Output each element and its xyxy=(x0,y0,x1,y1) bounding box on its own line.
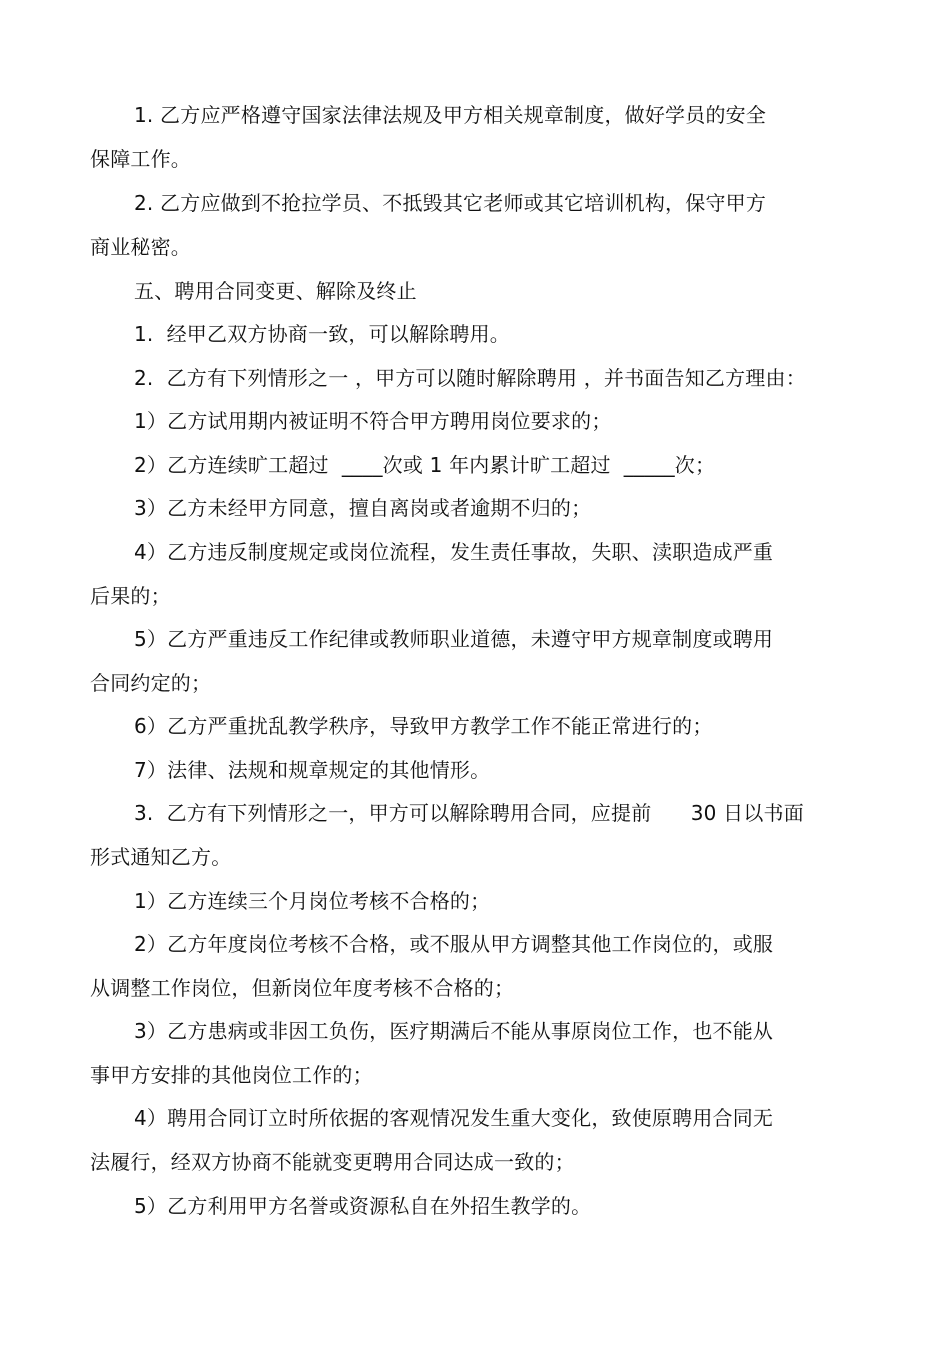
list-item: 4）乙方违反制度规定或岗位流程，发生责任事故，失职、渎职造成严重 xyxy=(134,540,774,564)
list-item: 3）乙方患病或非因工负伤，医疗期满后不能从事原岗位工作，也不能从 xyxy=(134,1019,774,1043)
list-item-continuation: 法履行，经双方协商不能就变更聘用合同达成一致的； xyxy=(90,1150,575,1174)
list-item-continuation: 从调整工作岗位，但新岗位年度考核不合格的； xyxy=(90,976,515,1000)
paragraph-line: 1. 乙方应严格遵守国家法律法规及甲方相关规章制度，做好学员的安全 xyxy=(134,103,767,127)
list-item: 7）法律、法规和规章规定的其他情形。 xyxy=(134,758,491,782)
paragraph-line: 1. 经甲乙双方协商一致，可以解除聘用。 xyxy=(134,322,510,346)
list-item: 1）乙方试用期内被证明不符合甲方聘用岗位要求的； xyxy=(134,409,612,433)
list-item: 4）聘用合同订立时所依据的客观情况发生重大变化，致使原聘用合同无 xyxy=(134,1106,774,1130)
paragraph-line: 保障工作。 xyxy=(90,147,191,171)
paragraph-line: 形式通知乙方。 xyxy=(90,845,232,869)
paragraph-line: 2. 乙方有下列情形之一 ，甲方可以随时解除聘用 ，并书面告知乙方理由： xyxy=(134,366,806,390)
paragraph-line: 商业秘密。 xyxy=(90,235,191,259)
list-item: 5）乙方利用甲方名誉或资源私自在外招生教学的。 xyxy=(134,1194,592,1218)
paragraph-line: 2. 乙方应做到不抢拉学员、不抵毁其它老师或其它培训机构，保守甲方 xyxy=(134,191,767,215)
section-heading: 五、聘用合同变更、解除及终止 xyxy=(134,279,417,303)
list-item: 5）乙方严重违反工作纪律或教师职业道德，未遵守甲方规章制度或聘用 xyxy=(134,627,774,651)
list-item: 2）乙方连续旷工超过 ____次或 1 年内累计旷工超过 _____次； xyxy=(134,453,716,477)
list-item: 6）乙方严重扰乱教学秩序，导致甲方教学工作不能正常进行的； xyxy=(134,714,713,738)
list-item: 3）乙方未经甲方同意，擅自离岗或者逾期不归的； xyxy=(134,496,592,520)
paragraph-line: 3. 乙方有下列情形之一，甲方可以解除聘用合同，应提前 30 日以书面 xyxy=(134,801,804,825)
list-item-continuation: 合同约定的； xyxy=(90,671,212,695)
list-item: 1）乙方连续三个月岗位考核不合格的； xyxy=(134,889,491,913)
list-item-continuation: 后果的； xyxy=(90,584,171,608)
list-item: 2）乙方年度岗位考核不合格，或不服从甲方调整其他工作岗位的，或服 xyxy=(134,932,774,956)
list-item-continuation: 事甲方安排的其他岗位工作的； xyxy=(90,1063,373,1087)
